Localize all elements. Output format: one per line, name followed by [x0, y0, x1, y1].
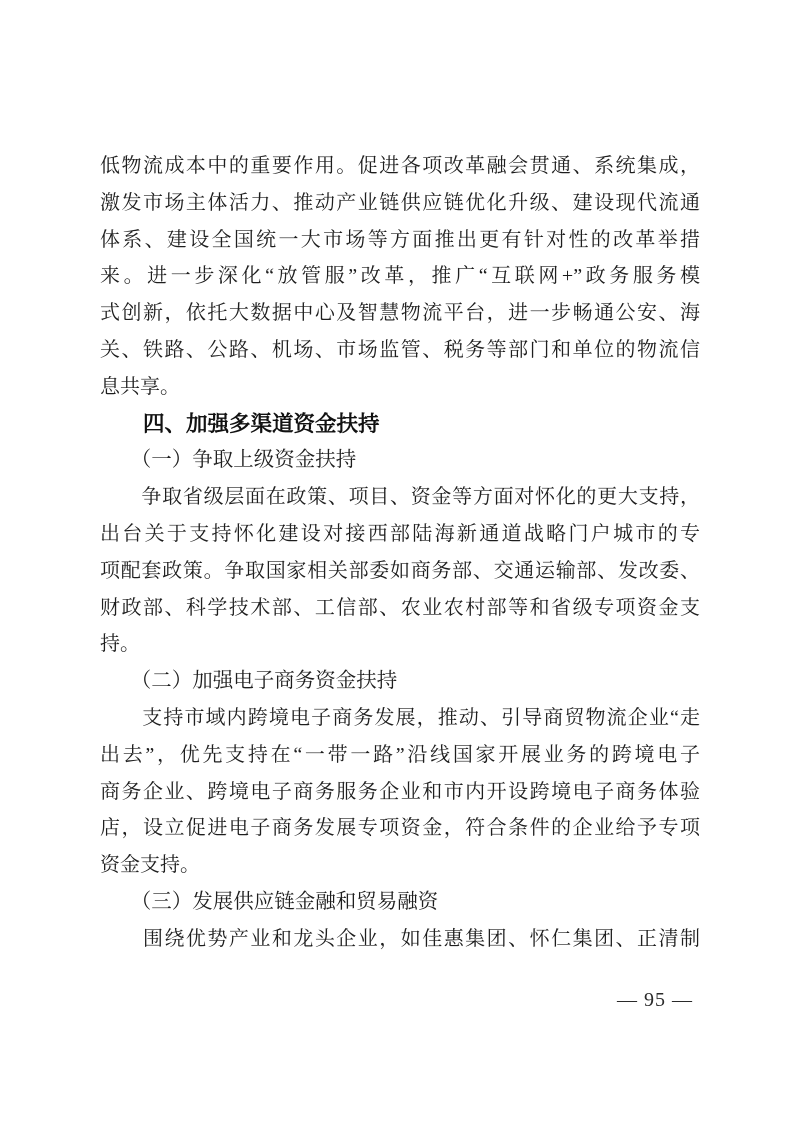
paragraph-superior-funding [100, 479, 700, 663]
text-line: （二）加强电子商务资金扶持 [100, 670, 398, 693]
subsection-heading-3 [100, 884, 700, 921]
text-line: 息共享。 [100, 375, 180, 398]
paragraph-supply-chain-finance [100, 921, 700, 958]
text-line: 式创新，依托大数据中心及智慧物流平台，进一步畅通公安、海 [100, 302, 700, 325]
text-line: 资金支持。 [100, 854, 200, 877]
text-line: 关、铁路、公路、机场、市场监管、税务等部门和单位的物流信 [100, 338, 700, 361]
text-line: 体系、建设全国统一大市场等方面推出更有针对性的改革举措 [100, 228, 700, 251]
page-number: — 95 — [617, 989, 693, 1011]
text-line: 商务企业、跨境电子商务服务企业和市内开设跨境电子商务体验 [100, 780, 700, 803]
text-line: 争取省级层面在政策、项目、资金等方面对怀化的更大支持， [100, 486, 700, 509]
paragraph-logistics-reform [100, 148, 700, 406]
text-line: 项配套政策。争取国家相关部委如商务部、交通运输部、发改委、 [100, 559, 700, 582]
section-heading-4 [100, 406, 700, 443]
text-line: 出台关于支持怀化建设对接西部陆海新通道战略门户城市的专 [100, 522, 700, 545]
text-line: 低物流成本中的重要作用。促进各项改革融会贯通、系统集成， [100, 155, 700, 177]
text-line: 围绕优势产业和龙头企业，如佳惠集团、怀仁集团、正清制 [100, 927, 700, 950]
text-line: 四、加强多渠道资金扶持 [100, 411, 380, 436]
text-line: 财政部、科学技术部、工信部、农业农村部等和省级专项资金支 [100, 596, 700, 619]
subsection-heading-1 [100, 442, 700, 479]
text-line: 来。进一步深化“放管服”改革，推广“互联网+”政务服务模 [100, 265, 700, 288]
document-content [100, 148, 700, 958]
text-line: 出去”，优先支持在“一带一路”沿线国家开展业务的跨境电子 [100, 743, 700, 766]
text-line: （一）争取上级资金扶持 [100, 449, 357, 472]
paragraph-ecommerce-funding [100, 700, 700, 884]
text-line: 激发市场主体活力、推动产业链供应链优化升级、建设现代流通 [100, 191, 700, 214]
text-line: 支持市域内跨境电子商务发展，推动、引导商贸物流企业“走 [100, 706, 700, 729]
text-line: 持。 [100, 633, 140, 656]
subsection-heading-2 [100, 663, 700, 700]
text-line: 店，设立促进电子商务发展专项资金，符合条件的企业给予专项 [100, 817, 700, 840]
text-line: （三）发展供应链金融和贸易融资 [100, 890, 439, 913]
